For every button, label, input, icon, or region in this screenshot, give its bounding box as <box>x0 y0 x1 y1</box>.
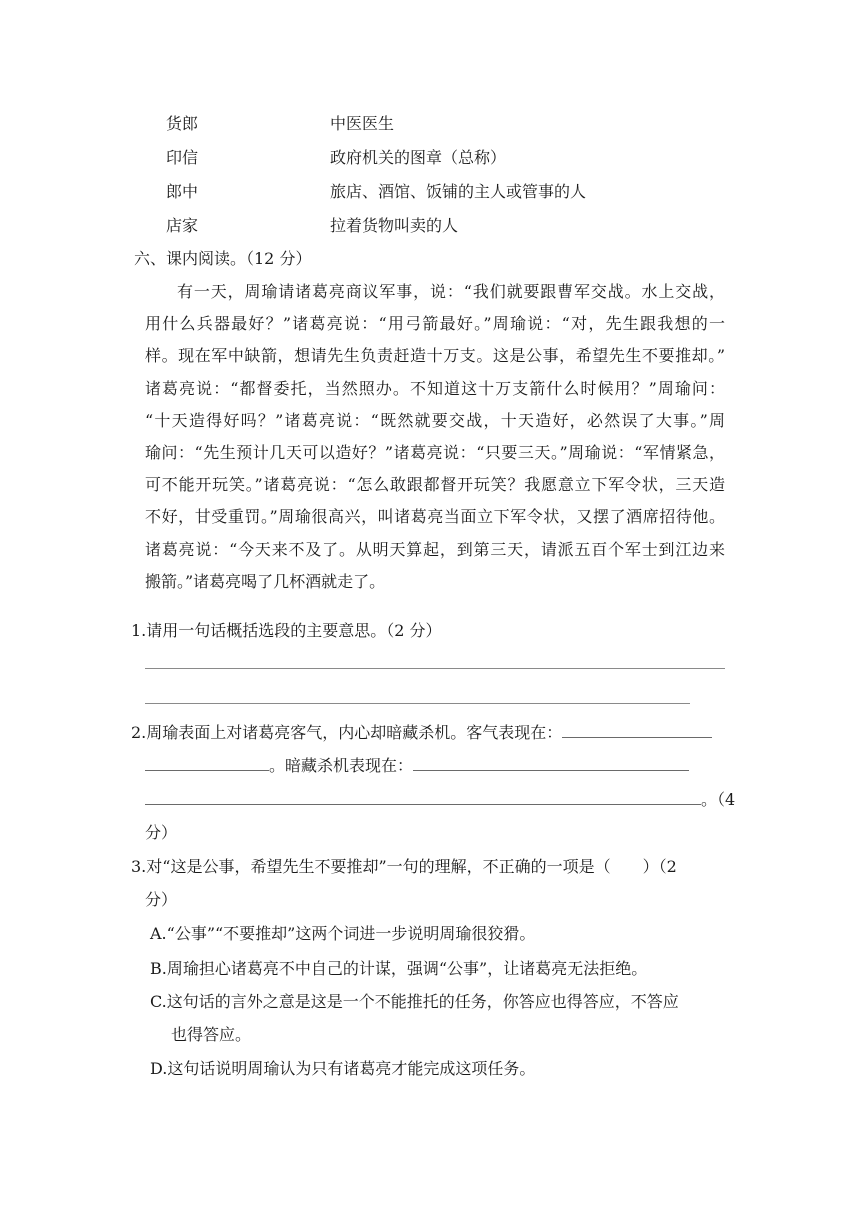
blank-polite-1[interactable] <box>562 723 712 738</box>
question-2 <box>131 720 712 743</box>
question-1: 1.请用一句话概括选段的主要意思。（2 分） <box>131 621 442 640</box>
question-3-tail: 分） <box>145 890 178 909</box>
match-term-1: 货郎 <box>166 114 199 133</box>
match-definition-3: 旅店、酒馆、饭铺的主人或管事的人 <box>330 182 587 201</box>
question-2-end: 。（4 <box>701 790 736 809</box>
reading-passage <box>145 276 725 598</box>
option-c[interactable]: C.这句话的言外之意是这是一个不能推托的任务，你答应也得答应，不答应 <box>150 992 679 1011</box>
option-a[interactable]: A.“公事”“不要推却”这两个词进一步说明周瑜很狡猾。 <box>150 924 536 943</box>
blank-polite-2[interactable] <box>145 756 269 771</box>
passage-line: 瑜问：“先生预计几天可以造好？”诸葛亮说：“只要三天。”周瑜说：“军情紧急， <box>145 442 725 462</box>
passage-line: 可不能开玩笑。”诸葛亮说：“怎么敢跟都督开玩笑？我愿意立下军令状，三天造 <box>145 475 725 495</box>
match-term-3: 郎中 <box>166 182 199 201</box>
passage-line: “十天造得好吗？”诸葛亮说：“既然就要交战，十天造好，必然误了大事。”周 <box>145 410 725 430</box>
match-definition-2: 政府机关的图章（总称） <box>330 148 507 167</box>
question-2-prompt: 2.周瑜表面上对诸葛亮客气，内心却暗藏杀机。客气表现在： <box>131 723 563 742</box>
option-c-continued: 也得答应。 <box>171 1025 252 1044</box>
match-definition-1: 中医医生 <box>330 114 395 133</box>
passage-line: 用什么兵器最好？”诸葛亮说：“用弓箭最好。”周瑜说：“对，先生跟我想的一 <box>145 314 725 334</box>
question-2-tail: 分） <box>145 823 178 842</box>
passage-line: 搬箭。”诸葛亮喝了几杯酒就走了。 <box>145 571 386 591</box>
question-2-line-2 <box>145 753 689 776</box>
blank-murderous-1[interactable] <box>413 756 689 771</box>
section-heading: 六、课内阅读。（12 分） <box>134 249 312 268</box>
passage-line: 诸葛亮说：“都督委托，当然照办。不知道这十万支箭什么时候用？”周瑜问： <box>145 378 725 398</box>
question-2-line-3 <box>145 787 735 810</box>
answer-line-2[interactable] <box>145 703 690 704</box>
passage-line: 不好，甘受重罚。”周瑜很高兴，叫诸葛亮当面立下军令状，又摆了酒席招待他。 <box>145 507 725 527</box>
passage-line: 有一天，周瑜请诸葛亮商议军事，说：“我们就要跟曹军交战。水上交战， <box>177 282 725 301</box>
option-b[interactable]: B.周瑜担心诸葛亮不中自己的计谋，强调“公事”，让诸葛亮无法拒绝。 <box>150 959 648 978</box>
passage-line: 诸葛亮说：“今天来不及了。从明天算起，到第三天，请派五百个军士到江边来 <box>145 539 725 559</box>
answer-line-1[interactable] <box>145 668 725 669</box>
match-definition-4: 拉着货物叫卖的人 <box>330 216 459 235</box>
question-3: 3.对“这是公事，希望先生不要推却”一句的理解，不正确的一项是（ ）（2 <box>131 857 677 876</box>
question-2-mid: 。暗藏杀机表现在： <box>269 756 414 775</box>
passage-line: 样。现在军中缺箭，想请先生负责赶造十万支。这是公事，希望先生不要推却。” <box>145 346 725 366</box>
blank-murderous-2[interactable] <box>145 790 701 805</box>
match-term-4: 店家 <box>166 216 199 235</box>
match-term-2: 印信 <box>166 148 199 167</box>
option-d[interactable]: D.这句话说明周瑜认为只有诸葛亮才能完成这项任务。 <box>150 1059 536 1078</box>
